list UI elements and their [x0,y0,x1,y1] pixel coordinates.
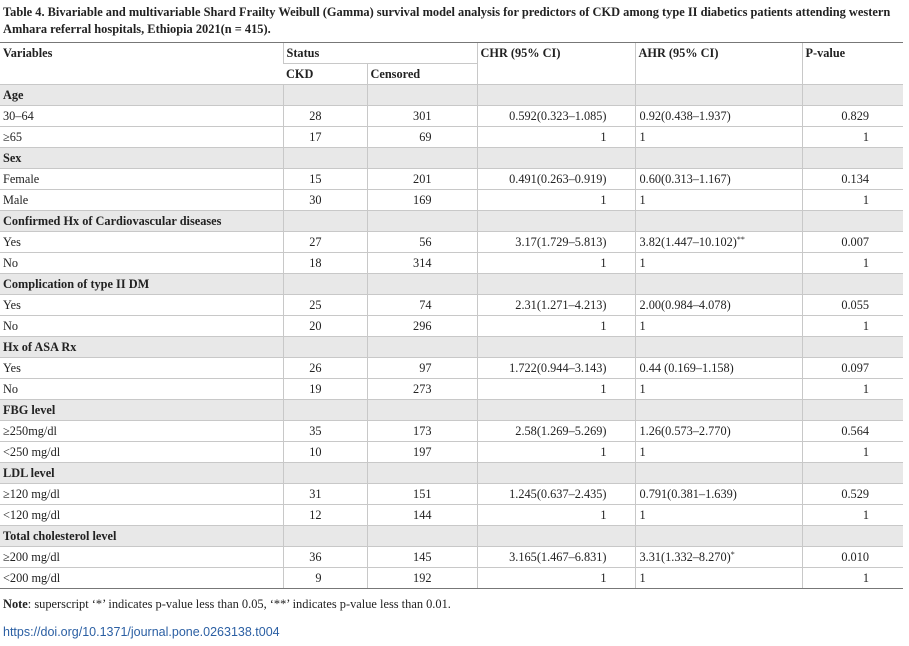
ckd-count: 30 [283,190,367,211]
censored-count: 197 [367,442,477,463]
ahr-value [635,316,802,337]
chr-value: 2.58(1.269–5.269) [477,421,635,442]
ckd-count: 28 [283,106,367,127]
group-row [0,526,903,547]
row-label: No [0,379,283,400]
group-empty-cell [635,526,802,547]
censored-count: 201 [367,169,477,190]
group-empty-cell [802,463,903,484]
group-empty-cell [367,211,477,232]
group-row [0,337,903,358]
row-label: Male [0,190,283,211]
table-row [0,316,903,337]
header-pvalue: P-value [802,43,903,85]
group-row [0,274,903,295]
ckd-count: 20 [283,316,367,337]
chr-value: 1 [477,379,635,400]
censored-count: 273 [367,379,477,400]
chr-value: 1 [477,253,635,274]
chr-value: 1.245(0.637–2.435) [477,484,635,505]
chr-value: 0.491(0.263–0.919) [477,169,635,190]
ckd-count: 15 [283,169,367,190]
ckd-count: 9 [283,568,367,589]
ahr-text: 0.791(0.381–1.639) [639,487,737,501]
chr-value: 2.31(1.271–4.213) [477,295,635,316]
censored-count: 56 [367,232,477,253]
p-value: 0.010 [802,547,903,568]
p-value: 1 [802,505,903,526]
censored-count: 69 [367,127,477,148]
p-value: 1 [802,568,903,589]
chr-value: 3.17(1.729–5.813) [477,232,635,253]
chr-value: 1 [477,316,635,337]
table-row [0,169,903,190]
ckd-count: 27 [283,232,367,253]
chr-value: 3.165(1.467–6.831) [477,547,635,568]
group-empty-cell [635,463,802,484]
censored-count: 173 [367,421,477,442]
group-empty-cell [477,274,635,295]
row-label: <200 mg/dl [0,568,283,589]
table-row [0,127,903,148]
p-value: 0.097 [802,358,903,379]
p-value: 1 [802,253,903,274]
group-empty-cell [477,337,635,358]
group-empty-cell [367,337,477,358]
header-ckd: CKD [283,64,367,85]
row-label: ≥250mg/dl [0,421,283,442]
ahr-text: 1 [639,382,646,396]
p-value: 1 [802,127,903,148]
p-value: 0.134 [802,169,903,190]
ahr-value [635,421,802,442]
ahr-value [635,127,802,148]
group-empty-cell [283,526,367,547]
censored-count: 151 [367,484,477,505]
table-row [0,106,903,127]
p-value: 0.829 [802,106,903,127]
header-status: Status [283,43,477,64]
ahr-value [635,505,802,526]
table-body [0,85,903,589]
ahr-text: 0.92(0.438–1.937) [639,109,731,123]
censored-count: 144 [367,505,477,526]
row-label: <250 mg/dl [0,442,283,463]
header-variables: Variables [0,43,283,85]
group-label: Age [0,85,283,106]
ahr-text: 1.26(0.573–2.770) [639,424,731,438]
chr-value: 1 [477,505,635,526]
note-text: : superscript ‘*’ indicates p-value less than 0.05, ‘**’ indicates p-value less than 0.01. [27,597,451,611]
chr-value: 1 [477,127,635,148]
row-label: Yes [0,232,283,253]
group-empty-cell [367,274,477,295]
censored-count: 314 [367,253,477,274]
group-label: Confirmed Hx of Cardiovascular diseases [0,211,283,232]
group-label: FBG level [0,400,283,421]
group-label: LDL level [0,463,283,484]
group-empty-cell [477,148,635,169]
ahr-value [635,547,802,568]
p-value: 1 [802,442,903,463]
ahr-value [635,295,802,316]
row-label: Yes [0,295,283,316]
row-label: ≥65 [0,127,283,148]
ckd-count: 26 [283,358,367,379]
censored-count: 192 [367,568,477,589]
ahr-value [635,190,802,211]
p-value: 1 [802,379,903,400]
chr-value: 1 [477,442,635,463]
p-value: 0.529 [802,484,903,505]
chr-value: 0.592(0.323–1.085) [477,106,635,127]
ahr-text: 3.31(1.332–8.270) [639,550,731,564]
group-empty-cell [802,337,903,358]
group-row [0,400,903,421]
table-row [0,190,903,211]
table-row [0,442,903,463]
group-empty-cell [283,85,367,106]
note-label: Note [3,597,28,611]
ahr-text: 1 [639,571,646,585]
group-empty-cell [802,148,903,169]
table-caption: Table 4. Bivariable and multivariable Shard Frailty Weibull (Gamma) survival model analysis for predictors of CKD among type II diabetics patients attending western Amhara referral hospitals, Ethiopia 2021(n = 415). [3,5,891,36]
group-empty-cell [367,526,477,547]
p-value: 0.055 [802,295,903,316]
table-row [0,295,903,316]
censored-count: 145 [367,547,477,568]
ahr-value [635,568,802,589]
ahr-value [635,484,802,505]
ahr-text: 0.44 (0.169–1.158) [639,361,734,375]
ahr-text: 1 [639,445,646,459]
row-label: Female [0,169,283,190]
censored-count: 301 [367,106,477,127]
group-empty-cell [283,463,367,484]
row-label: Yes [0,358,283,379]
ckd-count: 18 [283,253,367,274]
significance-marker: * [730,550,735,559]
group-empty-cell [367,148,477,169]
censored-count: 169 [367,190,477,211]
ahr-text: 1 [639,193,646,207]
ahr-text: 1 [639,508,646,522]
row-label: ≥200 mg/dl [0,547,283,568]
ckd-count: 17 [283,127,367,148]
table-row [0,232,903,253]
row-label: No [0,316,283,337]
group-empty-cell [367,463,477,484]
group-row [0,148,903,169]
row-label: 30–64 [0,106,283,127]
group-empty-cell [635,85,802,106]
ahr-value [635,442,802,463]
p-value: 1 [802,190,903,211]
group-empty-cell [283,274,367,295]
ahr-value [635,106,802,127]
ahr-text: 1 [639,256,646,270]
group-empty-cell [802,400,903,421]
group-empty-cell [477,526,635,547]
group-empty-cell [635,337,802,358]
ckd-count: 10 [283,442,367,463]
group-label: Total cholesterol level [0,526,283,547]
p-value: 1 [802,316,903,337]
ahr-text: 2.00(0.984–4.078) [639,298,731,312]
group-empty-cell [477,463,635,484]
results-table [0,42,903,589]
table-row [0,421,903,442]
group-empty-cell [477,400,635,421]
row-label: <120 mg/dl [0,505,283,526]
group-label: Hx of ASA Rx [0,337,283,358]
significance-marker: ** [736,235,745,244]
ckd-count: 12 [283,505,367,526]
group-empty-cell [477,85,635,106]
group-empty-cell [802,211,903,232]
table-row [0,547,903,568]
group-empty-cell [635,400,802,421]
group-row [0,463,903,484]
group-empty-cell [635,274,802,295]
group-row [0,211,903,232]
header-ahr: AHR (95% CI) [635,43,802,85]
ahr-text: 1 [639,319,646,333]
ahr-value [635,253,802,274]
group-row [0,85,903,106]
ckd-count: 36 [283,547,367,568]
group-empty-cell [367,400,477,421]
group-empty-cell [283,337,367,358]
table-row [0,358,903,379]
table-row [0,253,903,274]
group-empty-cell [283,211,367,232]
chr-value: 1 [477,568,635,589]
ahr-value [635,169,802,190]
ahr-text: 1 [639,130,646,144]
chr-value: 1 [477,190,635,211]
group-empty-cell [477,211,635,232]
group-empty-cell [802,274,903,295]
ahr-text: 3.82(1.447–10.102) [639,235,737,249]
table-row [0,484,903,505]
ahr-value [635,232,802,253]
table-note [3,597,451,612]
group-label: Complication of type II DM [0,274,283,295]
header-chr: CHR (95% CI) [477,43,635,85]
censored-count: 97 [367,358,477,379]
doi-link[interactable]: https://doi.org/10.1371/journal.pone.0263138.t004 [3,625,280,639]
ckd-count: 35 [283,421,367,442]
row-label: No [0,253,283,274]
censored-count: 74 [367,295,477,316]
group-empty-cell [367,85,477,106]
ahr-text: 0.60(0.313–1.167) [639,172,731,186]
group-empty-cell [283,400,367,421]
group-empty-cell [802,526,903,547]
group-label: Sex [0,148,283,169]
p-value: 0.007 [802,232,903,253]
group-empty-cell [283,148,367,169]
p-value: 0.564 [802,421,903,442]
table-row [0,379,903,400]
row-label: ≥120 mg/dl [0,484,283,505]
ckd-count: 31 [283,484,367,505]
table-row [0,568,903,589]
censored-count: 296 [367,316,477,337]
table-row [0,505,903,526]
group-empty-cell [635,148,802,169]
group-empty-cell [635,211,802,232]
group-empty-cell [802,85,903,106]
ahr-value [635,379,802,400]
ahr-value [635,358,802,379]
ckd-count: 25 [283,295,367,316]
ckd-count: 19 [283,379,367,400]
header-censored: Censored [367,64,477,85]
chr-value: 1.722(0.944–3.143) [477,358,635,379]
